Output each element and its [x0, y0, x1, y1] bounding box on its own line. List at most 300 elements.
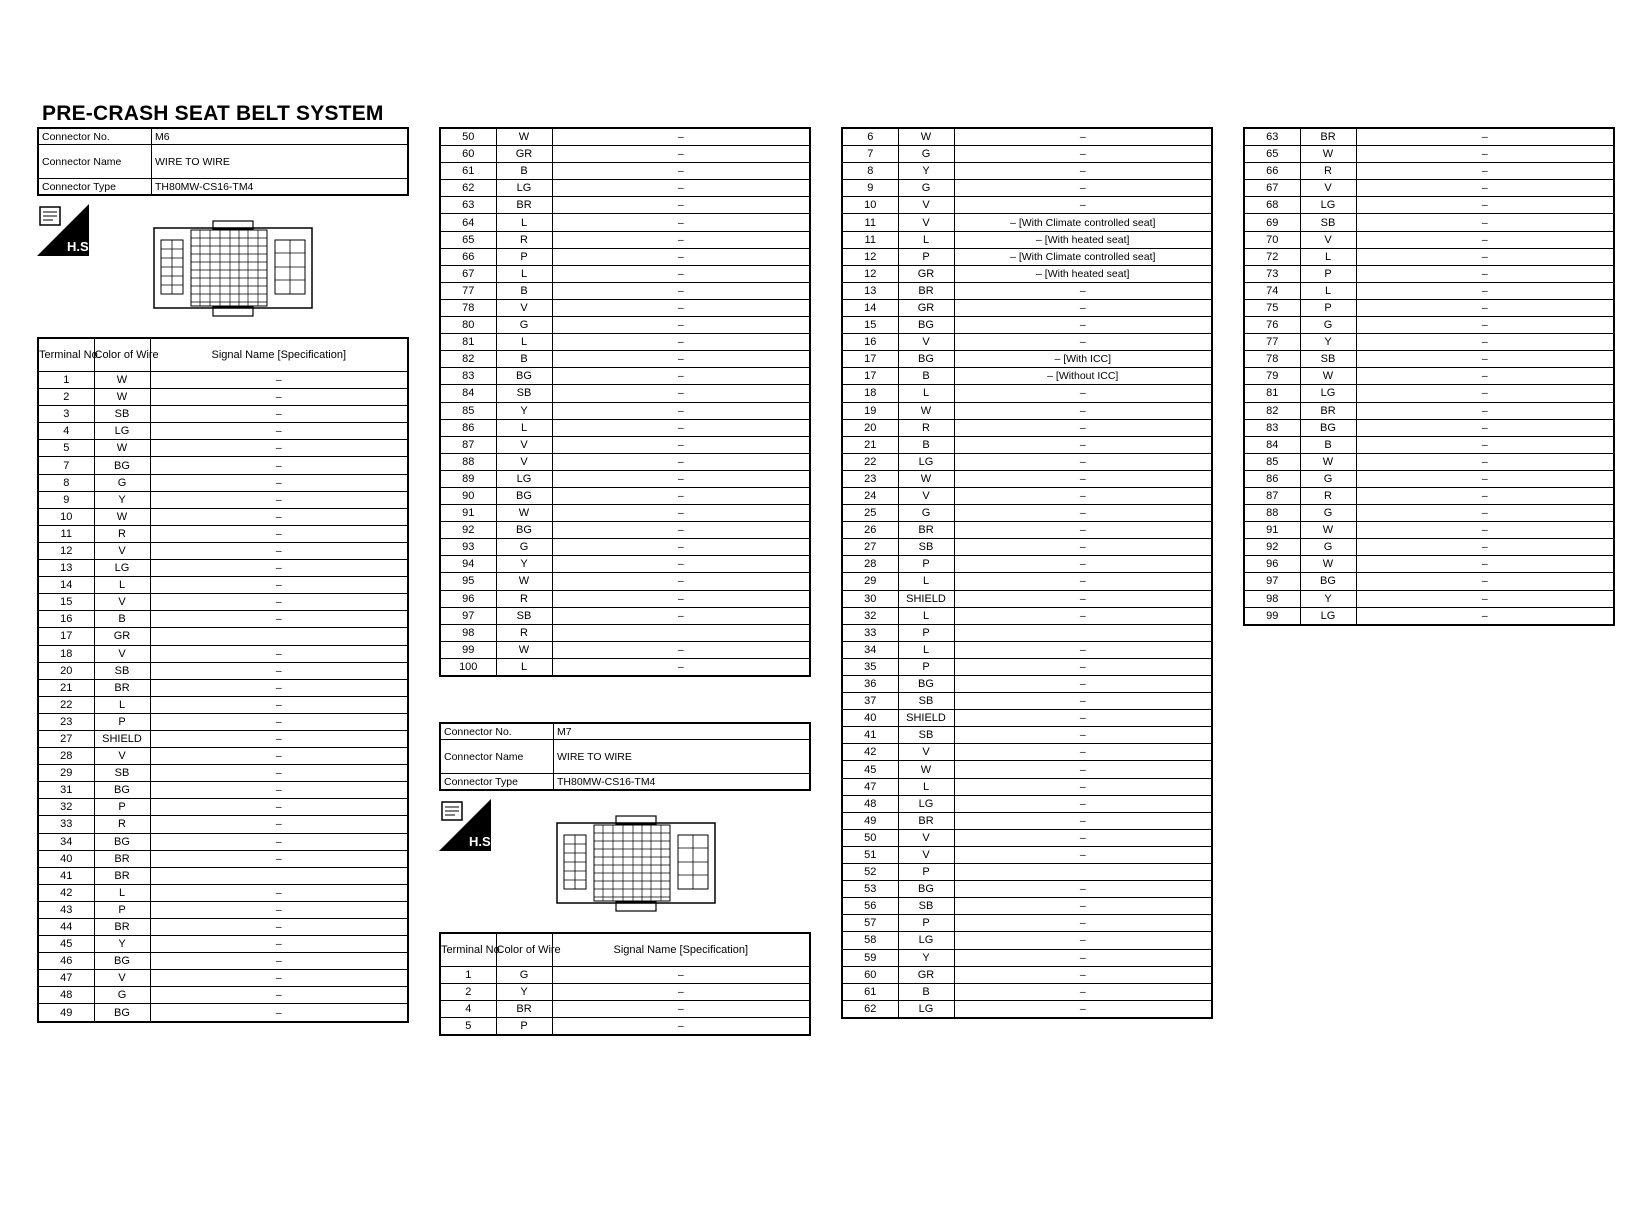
table-row [842, 915, 1212, 932]
wire-color-cell: BG [496, 522, 552, 539]
signal-name-cell [552, 624, 810, 641]
terminal-no-cell: 27 [842, 539, 898, 556]
terminal-no-cell: 14 [842, 299, 898, 316]
wire-color-cell: V [898, 846, 954, 863]
wire-color-cell: Y [94, 491, 150, 508]
table-row [38, 389, 408, 406]
terminal-no-cell: 13 [842, 282, 898, 299]
wire-color-cell: L [94, 577, 150, 594]
wire-color-cell: V [898, 829, 954, 846]
table-row [1244, 436, 1614, 453]
signal-name-cell: – [954, 966, 1212, 983]
signal-name-cell: – [954, 317, 1212, 334]
table-row [842, 812, 1212, 829]
terminal-no-cell: 70 [1244, 231, 1300, 248]
signal-name-cell: – [552, 282, 810, 299]
connector-name-value: WIRE TO WIRE [554, 740, 811, 774]
signal-name-cell: – [150, 884, 408, 901]
table-row [842, 128, 1212, 146]
terminal-no-cell: 26 [842, 522, 898, 539]
harness-side-icon [37, 204, 93, 256]
table-row [842, 368, 1212, 385]
terminal-no-cell: 16 [842, 334, 898, 351]
table-row [842, 180, 1212, 197]
table-row [1244, 197, 1614, 214]
table-row [440, 1018, 810, 1036]
terminal-no-cell: 33 [38, 816, 94, 833]
table-row [440, 624, 810, 641]
table-row [38, 816, 408, 833]
signal-name-cell: – [With ICC] [954, 351, 1212, 368]
table-row [440, 146, 810, 163]
signal-name-cell: – [150, 713, 408, 730]
terminal-no-cell: 8 [38, 474, 94, 491]
table-row [1244, 385, 1614, 402]
col-terminal-header: Terminal No. [440, 933, 496, 967]
wire-color-cell: G [94, 474, 150, 491]
terminal-no-cell: 21 [842, 436, 898, 453]
wire-color-cell: LG [898, 453, 954, 470]
terminal-no-cell: 92 [440, 522, 496, 539]
table-row [842, 983, 1212, 1000]
terminal-no-cell: 80 [440, 317, 496, 334]
terminal-no-cell: 67 [1244, 180, 1300, 197]
wire-color-cell: L [496, 658, 552, 676]
signal-name-cell: – [954, 949, 1212, 966]
wire-color-cell: V [898, 744, 954, 761]
terminal-no-cell: 34 [38, 833, 94, 850]
signal-name-cell: – [552, 248, 810, 265]
terminal-no-cell: 61 [842, 983, 898, 1000]
table-row [842, 248, 1212, 265]
signal-name-cell: – [1356, 539, 1614, 556]
table-row [38, 970, 408, 987]
table-row [842, 607, 1212, 624]
terminal-no-cell: 47 [38, 970, 94, 987]
terminal-no-cell: 82 [1244, 402, 1300, 419]
signal-name-cell: – [1356, 351, 1614, 368]
wire-color-cell: W [94, 508, 150, 525]
wire-color-cell: G [1300, 505, 1356, 522]
table-row [842, 1000, 1212, 1018]
table-row [38, 782, 408, 799]
table-row [440, 607, 810, 624]
signal-name-cell: – [954, 334, 1212, 351]
signal-name-cell: – [150, 730, 408, 747]
table-row [1244, 351, 1614, 368]
wire-color-cell: SB [94, 765, 150, 782]
table-row [842, 573, 1212, 590]
signal-name-cell: – [1356, 607, 1614, 625]
signal-name-cell: – [954, 881, 1212, 898]
signal-name-cell [150, 867, 408, 884]
signal-name-cell: – [954, 932, 1212, 949]
signal-name-cell: – [With heated seat] [954, 265, 1212, 282]
signal-name-cell: – [150, 474, 408, 491]
terminal-no-cell: 88 [1244, 505, 1300, 522]
table-row [842, 676, 1212, 693]
terminal-no-cell: 99 [1244, 607, 1300, 625]
col-color-header: Color of Wire [94, 338, 150, 372]
signal-name-cell: – [1356, 419, 1614, 436]
terminal-no-cell: 75 [1244, 299, 1300, 316]
signal-name-cell: – [1356, 128, 1614, 146]
terminal-no-cell: 86 [1244, 470, 1300, 487]
table-row [842, 846, 1212, 863]
connector-no-value: M6 [152, 128, 409, 145]
wire-color-cell: B [898, 436, 954, 453]
wire-color-cell: W [1300, 368, 1356, 385]
wire-color-cell: L [94, 696, 150, 713]
terminal-no-cell: 42 [38, 884, 94, 901]
terminal-no-cell: 95 [440, 573, 496, 590]
terminal-no-cell: 67 [440, 265, 496, 282]
signal-name-cell: – [954, 744, 1212, 761]
connector-name-value: WIRE TO WIRE [152, 145, 409, 179]
signal-name-cell [150, 628, 408, 645]
wire-color-cell: LG [898, 795, 954, 812]
signal-name-cell: – [1356, 556, 1614, 573]
wire-color-cell: P [898, 864, 954, 881]
signal-name-cell: – [552, 197, 810, 214]
wire-color-cell: L [496, 419, 552, 436]
wire-color-cell: G [1300, 470, 1356, 487]
signal-name-cell: – [1356, 590, 1614, 607]
table-row [1244, 214, 1614, 231]
signal-name-cell: – [150, 748, 408, 765]
wire-color-cell: BG [94, 457, 150, 474]
table-row [38, 440, 408, 457]
col-signal-header: Signal Name [Specification] [150, 338, 408, 372]
signal-name-cell: – [1356, 402, 1614, 419]
wire-color-cell: R [1300, 163, 1356, 180]
terminal-no-cell: 85 [440, 402, 496, 419]
wire-color-cell: B [496, 282, 552, 299]
signal-name-cell: – [954, 915, 1212, 932]
signal-name-cell: – [150, 372, 408, 389]
wire-color-cell: W [1300, 556, 1356, 573]
signal-name-cell: – [552, 265, 810, 282]
signal-name-cell: – [1356, 334, 1614, 351]
table-row [440, 470, 810, 487]
terminal-no-cell: 19 [842, 402, 898, 419]
signal-name-cell: – [150, 389, 408, 406]
terminal-table-m7-part2 [841, 127, 1213, 1019]
wire-color-cell: L [898, 641, 954, 658]
terminal-no-cell: 17 [842, 368, 898, 385]
terminal-no-cell: 10 [842, 197, 898, 214]
table-row [38, 867, 408, 884]
terminal-no-cell: 68 [1244, 197, 1300, 214]
wire-color-cell: SHIELD [898, 590, 954, 607]
table-row [38, 919, 408, 936]
terminal-no-cell: 62 [842, 1000, 898, 1018]
signal-name-cell: – [1356, 522, 1614, 539]
terminal-no-cell: 65 [440, 231, 496, 248]
table-row [440, 436, 810, 453]
terminal-no-cell: 61 [440, 163, 496, 180]
terminal-no-cell: 12 [38, 542, 94, 559]
wire-color-cell: L [496, 334, 552, 351]
terminal-table-m6-part1 [37, 337, 409, 1023]
table-row [1244, 128, 1614, 146]
wire-color-cell: BG [94, 782, 150, 799]
terminal-no-cell: 60 [842, 966, 898, 983]
wire-color-cell: G [898, 180, 954, 197]
terminal-no-cell: 63 [1244, 128, 1300, 146]
signal-name-cell: – [1356, 197, 1614, 214]
terminal-no-cell: 87 [440, 436, 496, 453]
wire-color-cell: BR [1300, 402, 1356, 419]
table-row [440, 984, 810, 1001]
signal-name-cell: – [954, 829, 1212, 846]
terminal-no-cell: 73 [1244, 265, 1300, 282]
terminal-no-cell: 15 [38, 594, 94, 611]
wire-color-cell: W [1300, 522, 1356, 539]
table-row [842, 436, 1212, 453]
connector-name-label: Connector Name [440, 740, 554, 774]
signal-name-cell: – [954, 812, 1212, 829]
signal-name-cell: – [954, 436, 1212, 453]
wire-color-cell: L [1300, 282, 1356, 299]
signal-name-cell: – [1356, 214, 1614, 231]
table-row [842, 265, 1212, 282]
wire-color-cell: V [94, 542, 150, 559]
table-row [38, 833, 408, 850]
terminal-no-cell: 11 [842, 214, 898, 231]
wire-color-cell: P [1300, 265, 1356, 282]
wire-color-cell: L [496, 214, 552, 231]
connector-no-label: Connector No. [440, 723, 554, 740]
terminal-no-cell: 88 [440, 453, 496, 470]
table-row [1244, 402, 1614, 419]
terminal-table-m7-part3 [1243, 127, 1615, 626]
wire-color-cell: SB [496, 385, 552, 402]
terminal-no-cell: 98 [1244, 590, 1300, 607]
table-row [842, 693, 1212, 710]
terminal-no-cell: 87 [1244, 487, 1300, 504]
signal-name-cell: – [954, 128, 1212, 146]
wire-color-cell: V [1300, 231, 1356, 248]
table-row [1244, 180, 1614, 197]
connector-face-diagram-m7 [556, 815, 716, 913]
signal-name-cell: – [552, 641, 810, 658]
wire-color-cell: G [1300, 317, 1356, 334]
table-row [38, 542, 408, 559]
col-terminal-header: Terminal No. [38, 338, 94, 372]
wire-color-cell: Y [496, 402, 552, 419]
signal-name-cell: – [150, 508, 408, 525]
wire-color-cell: V [496, 299, 552, 316]
wire-color-cell: B [898, 368, 954, 385]
signal-name-cell: – [552, 146, 810, 163]
table-row [38, 372, 408, 389]
signal-name-cell: – [150, 919, 408, 936]
table-row [842, 146, 1212, 163]
table-row [842, 282, 1212, 299]
signal-name-cell: – [552, 317, 810, 334]
table-row [1244, 299, 1614, 316]
signal-name-cell: – [954, 402, 1212, 419]
terminal-no-cell: 29 [38, 765, 94, 782]
wire-color-cell: BR [94, 919, 150, 936]
signal-name-cell: – [552, 658, 810, 676]
table-row [440, 385, 810, 402]
signal-name-cell: – [552, 402, 810, 419]
wire-color-cell: V [496, 453, 552, 470]
signal-name-cell: – [954, 556, 1212, 573]
terminal-no-cell: 91 [1244, 522, 1300, 539]
table-row [440, 180, 810, 197]
signal-name-cell: – [954, 710, 1212, 727]
terminal-table-m6-part2 [439, 127, 811, 677]
signal-name-cell: – [954, 419, 1212, 436]
signal-name-cell: – [150, 850, 408, 867]
connector-type-label: Connector Type [440, 774, 554, 791]
table-row [440, 317, 810, 334]
table-row [1244, 265, 1614, 282]
wire-color-cell: BR [898, 812, 954, 829]
terminal-no-cell: 43 [38, 901, 94, 918]
terminal-no-cell: 12 [842, 265, 898, 282]
wire-color-cell: SB [94, 662, 150, 679]
table-row [1244, 334, 1614, 351]
terminal-no-cell: 59 [842, 949, 898, 966]
signal-name-cell: – [150, 611, 408, 628]
signal-name-cell: – [150, 936, 408, 953]
signal-name-cell: – [150, 406, 408, 423]
terminal-no-cell: 25 [842, 505, 898, 522]
signal-name-cell: – [150, 423, 408, 440]
signal-name-cell: – [150, 457, 408, 474]
table-row [1244, 419, 1614, 436]
signal-name-cell: – [552, 487, 810, 504]
signal-name-cell: – [150, 594, 408, 611]
signal-name-cell: – [With heated seat] [954, 231, 1212, 248]
terminal-no-cell: 78 [440, 299, 496, 316]
terminal-no-cell: 66 [1244, 163, 1300, 180]
wire-color-cell: GR [496, 146, 552, 163]
terminal-no-cell: 81 [440, 334, 496, 351]
signal-name-cell: – [1356, 436, 1614, 453]
wire-color-cell: BG [496, 487, 552, 504]
signal-name-cell: – [954, 607, 1212, 624]
terminal-no-cell: 17 [842, 351, 898, 368]
signal-name-cell: – [954, 146, 1212, 163]
table-row [842, 590, 1212, 607]
signal-name-cell: – [552, 231, 810, 248]
table-row [1244, 522, 1614, 539]
signal-name-cell: – [1356, 317, 1614, 334]
wire-color-cell: W [496, 128, 552, 146]
terminal-no-cell: 97 [1244, 573, 1300, 590]
terminal-no-cell: 28 [842, 556, 898, 573]
terminal-no-cell: 40 [38, 850, 94, 867]
wire-color-cell: SB [898, 539, 954, 556]
signal-name-cell: – [552, 334, 810, 351]
table-row [38, 696, 408, 713]
wire-color-cell: BG [94, 833, 150, 850]
signal-name-cell: – [954, 1000, 1212, 1018]
signal-name-cell: – [552, 1001, 810, 1018]
wire-color-cell: BR [898, 282, 954, 299]
connector-info-m7 [439, 722, 811, 791]
wire-color-cell: LG [898, 1000, 954, 1018]
terminal-no-cell: 5 [440, 1018, 496, 1036]
wire-color-cell: LG [1300, 197, 1356, 214]
col-signal-header: Signal Name [Specification] [552, 933, 810, 967]
page-title: PRE-CRASH SEAT BELT SYSTEM [42, 102, 384, 125]
table-row [842, 470, 1212, 487]
table-row [440, 1001, 810, 1018]
table-row [842, 778, 1212, 795]
wire-color-cell: Y [94, 936, 150, 953]
wire-color-cell: Y [1300, 334, 1356, 351]
terminal-no-cell: 16 [38, 611, 94, 628]
signal-name-cell: – [552, 163, 810, 180]
signal-name-cell: – [552, 128, 810, 146]
wire-color-cell: SHIELD [898, 710, 954, 727]
signal-name-cell: – [150, 542, 408, 559]
signal-name-cell: – [1356, 299, 1614, 316]
signal-name-cell: – [150, 799, 408, 816]
terminal-no-cell: 58 [842, 932, 898, 949]
table-row [842, 932, 1212, 949]
signal-name-cell: – [954, 590, 1212, 607]
table-row [842, 351, 1212, 368]
wire-color-cell: BG [1300, 419, 1356, 436]
table-row [440, 163, 810, 180]
table-row [842, 385, 1212, 402]
wire-color-cell: LG [496, 180, 552, 197]
terminal-no-cell: 100 [440, 658, 496, 676]
terminal-no-cell: 34 [842, 641, 898, 658]
terminal-no-cell: 5 [38, 440, 94, 457]
terminal-no-cell: 77 [1244, 334, 1300, 351]
terminal-no-cell: 49 [38, 1004, 94, 1022]
terminal-no-cell: 20 [842, 419, 898, 436]
terminal-no-cell: 91 [440, 505, 496, 522]
table-row [38, 901, 408, 918]
terminal-no-cell: 24 [842, 487, 898, 504]
terminal-no-cell: 35 [842, 658, 898, 675]
terminal-no-cell: 13 [38, 560, 94, 577]
table-row [38, 765, 408, 782]
terminal-no-cell: 84 [440, 385, 496, 402]
signal-name-cell: – [552, 590, 810, 607]
terminal-no-cell: 45 [38, 936, 94, 953]
table-row [1244, 248, 1614, 265]
terminal-no-cell: 96 [440, 590, 496, 607]
signal-name-cell: – [1356, 573, 1614, 590]
wire-color-cell: SB [1300, 214, 1356, 231]
signal-name-cell: – [1356, 231, 1614, 248]
wire-color-cell: L [898, 385, 954, 402]
table-row [842, 881, 1212, 898]
wire-color-cell: BG [496, 368, 552, 385]
table-row [440, 368, 810, 385]
table-row [38, 457, 408, 474]
table-row [38, 850, 408, 867]
terminal-no-cell: 47 [842, 778, 898, 795]
terminal-no-cell: 41 [842, 727, 898, 744]
table-row [38, 713, 408, 730]
signal-name-cell: – [954, 761, 1212, 778]
wire-color-cell: SB [898, 727, 954, 744]
table-row [1244, 487, 1614, 504]
terminal-no-cell: 31 [38, 782, 94, 799]
signal-name-cell: – [552, 214, 810, 231]
